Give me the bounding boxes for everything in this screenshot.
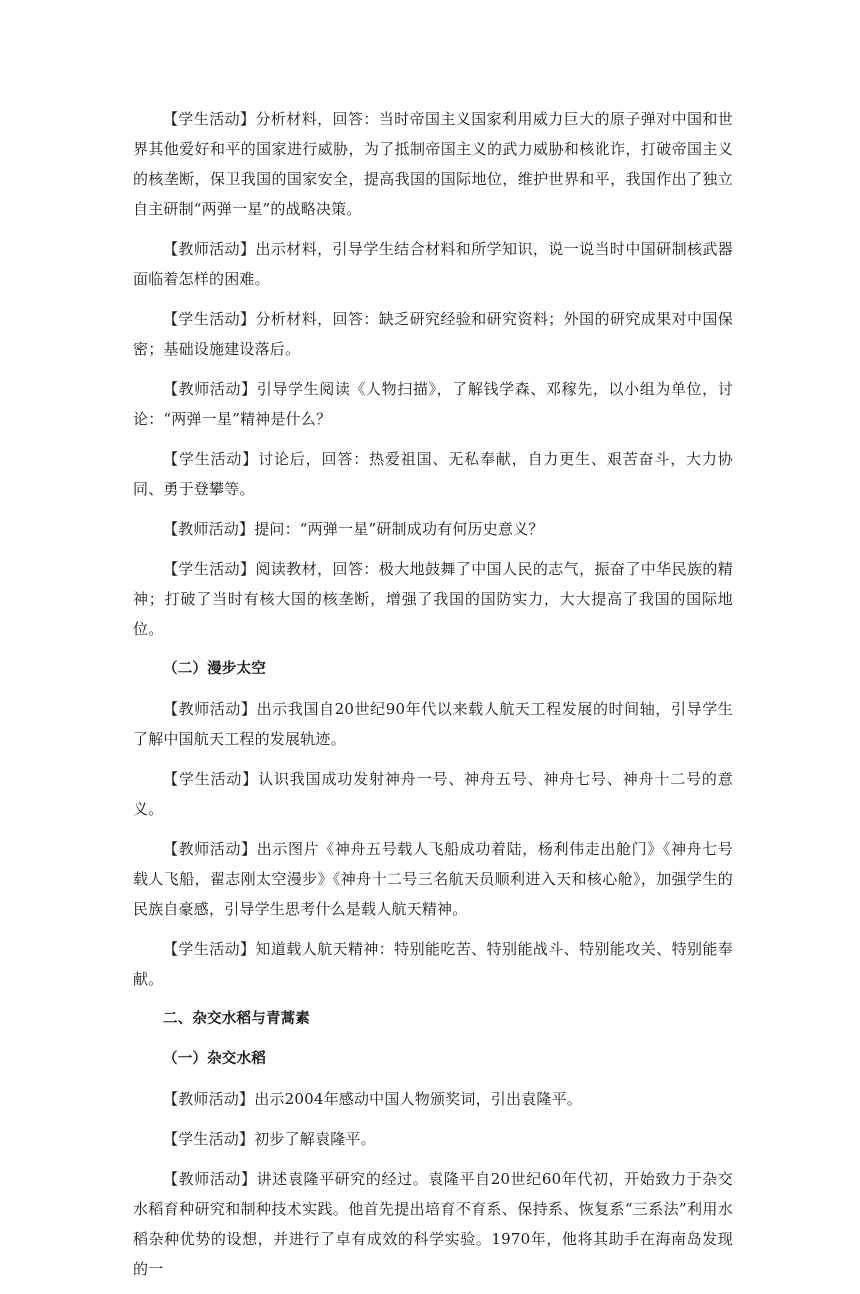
section-heading-rice-artemisinin: 二、杂交水稻与青蒿素 <box>163 1011 310 1027</box>
section-heading-hybrid-rice: （一）杂交水稻 <box>163 1051 266 1067</box>
paragraph-student-activity-4: 【学生活动】阅读教材，回答：极大地鼓舞了中国人民的志气，振奋了中华民族的精神；打破了当时有核大国的核垄断，增强了我国的国防实力，大大提高了我国的国际地位。 <box>133 560 733 638</box>
paragraph-student-activity-5: 【学生活动】认识我国成功发射神舟一号、神舟五号、神舟七号、神舟十二号的意义。 <box>133 770 733 818</box>
paragraph-teacher-activity-5: 【教师活动】出示图片《神舟五号载人飞船成功着陆，杨利伟走出舱门》《神舟七号载人飞船，翟志刚太空漫步》《神舟十二号三名航天员顺利进入天和核心舱》，加强学生的民族自豪感，引导学生思考什么是载人航天精神。 <box>133 840 733 918</box>
paragraph-teacher-activity-2: 【教师活动】引导学生阅读《人物扫描》，了解钱学森、邓稼先，以小组为单位，讨论：“两弹一星”精神是什么？ <box>133 380 733 428</box>
paragraph-student-activity-3: 【学生活动】讨论后，回答：热爱祖国、无私奉献，自力更生、艰苦奋斗，大力协同、勇于登攀等。 <box>133 450 733 498</box>
paragraph-teacher-activity-7: 【教师活动】讲述袁隆平研究的经过。袁隆平自20世纪60年代初，开始致力于杂交水稻育种研究和制种技术实践。他首先提出培育不育系、保持系、恢复系“三系法”利用水稻杂种优势的设想，并进行了卓有成效的科学实验。1970年，他将其助手在海南岛发现的一 <box>133 1170 733 1278</box>
paragraph-teacher-activity-1: 【教师活动】出示材料，引导学生结合材料和所学知识，说一说当时中国研制核武器面临着怎样的困难。 <box>133 240 733 288</box>
paragraph-student-activity-6: 【学生活动】知道载人航天精神：特别能吃苦、特别能战斗、特别能攻关、特别能奉献。 <box>133 940 733 988</box>
paragraph-student-activity-2: 【学生活动】分析材料，回答：缺乏研究经验和研究资料；外国的研究成果对中国保密；基础设施建设落后。 <box>133 310 733 358</box>
paragraph-teacher-activity-6: 【教师活动】出示2004年感动中国人物颁奖词，引出袁隆平。 <box>163 1090 582 1108</box>
paragraph-student-activity-7: 【学生活动】初步了解袁隆平。 <box>163 1130 376 1148</box>
paragraph-teacher-activity-4: 【教师活动】出示我国自20世纪90年代以来载人航天工程发展的时间轴，引导学生了解中国航天工程的发展轨迹。 <box>133 700 733 748</box>
document-body <box>133 104 733 1294</box>
paragraph-teacher-activity-3: 【教师活动】提问：“两弹一星”研制成功有何历史意义？ <box>163 520 544 538</box>
paragraph-student-activity-1: 【学生活动】分析材料，回答：当时帝国主义国家利用威力巨大的原子弹对中国和世界其他爱好和平的国家进行威胁，为了抵制帝国主义的武力威胁和核讹诈，打破帝国主义的核垄断，保卫我国的国家安全，提高我国的国际地位，维护世界和平，我国作出了独立自主研制“两弹一星”的战略决策。 <box>133 110 733 218</box>
section-heading-space-walk: （二）漫步太空 <box>163 661 266 677</box>
